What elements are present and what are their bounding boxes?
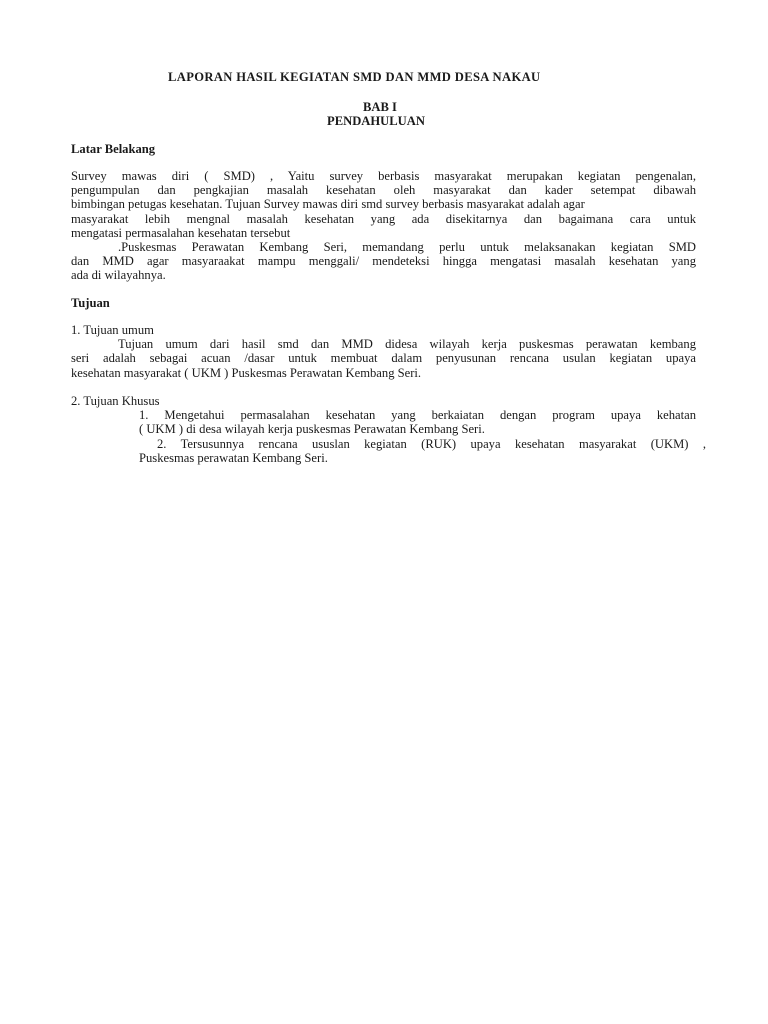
- section-heading-tujuan: Tujuan: [71, 296, 110, 310]
- paragraph-line: seri adalah sebagai acuan /dasar untuk membuat dalam penyusunan rencana usulan kegiatan upaya: [71, 351, 696, 365]
- list-item-continuation: Puskesmas perawatan Kembang Seri.: [139, 451, 328, 465]
- chapter-number: BAB I: [363, 100, 397, 114]
- paragraph-line: kesehatan masyarakat ( UKM ) Puskesmas Perawatan Kembang Seri.: [71, 366, 422, 380]
- paragraph-line: Tujuan umum dari hasil smd dan MMD didesa wilayah kerja puskesmas perawatan kembang: [118, 337, 696, 351]
- document-title: LAPORAN HASIL KEGIATAN SMD DAN MMD DESA NAKAU: [168, 70, 541, 84]
- subheading-tujuan-umum: 1. Tujuan umum: [71, 323, 154, 337]
- paragraph-line: mengatasi permasalahan kesehatan tersebut: [71, 226, 291, 240]
- paragraph-line: Survey mawas diri ( SMD) , Yaitu survey berbasis masyarakat merupakan kegiatan pengenalan,: [71, 169, 696, 183]
- paragraph-line: masyarakat lebih mengnal masalah kesehatan yang ada disekitarnya dan bagaimana cara untuk: [71, 212, 696, 226]
- paragraph-line: .Puskesmas Perawatan Kembang Seri, memandang perlu untuk melaksanakan kegiatan SMD: [118, 240, 696, 254]
- subheading-tujuan-khusus: 2. Tujuan Khusus: [71, 394, 160, 408]
- list-item: 1. Mengetahui permasalahan kesehatan yang berkaiatan dengan program upaya kehatan: [139, 408, 696, 422]
- chapter-title: PENDAHULUAN: [327, 114, 425, 128]
- list-item-continuation: ( UKM ) di desa wilayah kerja puskesmas Perawatan Kembang Seri.: [139, 422, 485, 436]
- list-item: 2. Tersusunnya rencana ususlan kegiatan (RUK) upaya kesehatan masyarakat (UKM) ,: [157, 437, 706, 451]
- paragraph-line: dan MMD agar masyaraakat mampu menggali/ mendeteksi hingga mengatasi masalah kesehatan yang: [71, 254, 696, 268]
- paragraph-line: ada di wilayahnya.: [71, 268, 166, 282]
- section-heading-latar-belakang: Latar Belakang: [71, 142, 156, 156]
- paragraph-line: pengumpulan dan pengkajian masalah kesehatan oleh masyarakat dan kader setempat dibawah: [71, 183, 696, 197]
- paragraph-line: bimbingan petugas kesehatan. Tujuan Survey mawas diri smd survey berbasis masyarakat adalah agar: [71, 197, 585, 211]
